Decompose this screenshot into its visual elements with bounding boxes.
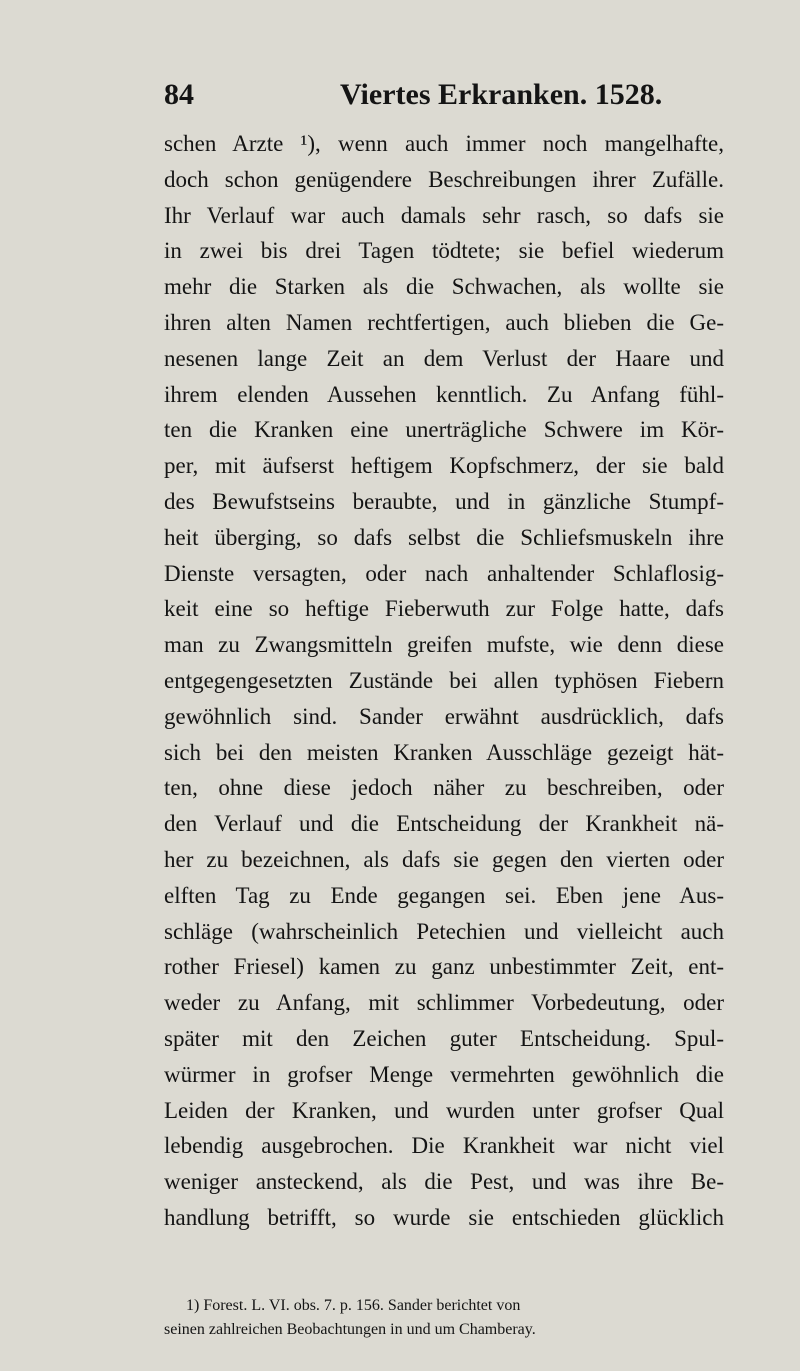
body-text (164, 126, 724, 1236)
text-line: weniger ansteckend, als die Pest, und was ihre Be- (164, 1169, 724, 1195)
text-line: des Bewufstseins beraubte, und in gänzliche Stumpf- (164, 488, 724, 514)
text-line: per, mit äufserst heftigem Kopfschmerz, der sie bald (164, 453, 724, 479)
text-line: schen Arzte ¹), wenn auch immer noch mangelhafte, (164, 131, 724, 156)
text-line: man zu Zwangsmitteln greifen mufste, wie denn diese (164, 632, 724, 658)
page-number: 84 (164, 78, 194, 111)
text-line: würmer in grofser Menge vermehrten gewöhnlich die (164, 1061, 724, 1087)
text-line: rother Friesel) kamen zu ganz unbestimmter Zeit, ent- (164, 954, 724, 980)
text-line: mehr die Starken als die Schwachen, als wollte sie (164, 274, 724, 300)
text-line: entgegengesetzten Zustände bei allen typhösen Fiebern (164, 667, 724, 693)
text-line: elften Tag zu Ende gegangen sei. Eben jene Aus- (164, 882, 724, 908)
text-line: gewöhnlich sind. Sander erwähnt ausdrücklich, dafs (164, 703, 724, 729)
text-line: Leiden der Kranken, und wurden unter grofser Qual (164, 1097, 724, 1123)
footnote-line: seinen zahlreichen Beobachtungen in und um Chamberay. (164, 1321, 536, 1338)
page-header (164, 78, 720, 118)
text-line: den Verlauf und die Entscheidung der Krankheit nä- (164, 811, 724, 837)
text-line: ten die Kranken eine unerträgliche Schwere im Kör- (164, 417, 724, 443)
footnote-line: 1) Forest. L. VI. obs. 7. p. 156. Sander berichtet von (186, 1297, 521, 1314)
text-line: ihrem elenden Aussehen kenntlich. Zu Anfang fühl- (164, 381, 724, 407)
text-line: Dienste versagten, oder nach anhaltender Schlaflosig- (164, 560, 724, 586)
text-line: Ihr Verlauf war auch damals sehr rasch, so dafs sie (164, 202, 724, 228)
text-line: in zwei bis drei Tagen tödtete; sie befiel wiederum (164, 238, 724, 264)
text-line: sich bei den meisten Kranken Ausschläge gezeigt hät- (164, 739, 724, 765)
footnotes (164, 1294, 724, 1342)
text-line: heit überging, so dafs selbst die Schliefsmuskeln ihre (164, 524, 724, 550)
text-line: später mit den Zeichen guter Entscheidung. Spul- (164, 1025, 724, 1051)
text-line: nesenen lange Zeit an dem Verlust der Haare und (164, 345, 724, 371)
text-line: doch schon genügendere Beschreibungen ihrer Zufälle. (164, 166, 724, 192)
text-line: ihren alten Namen rechtfertigen, auch blieben die Ge- (164, 309, 724, 335)
text-line: handlung betrifft, so wurde sie entschieden glücklich (164, 1204, 724, 1230)
text-line: her zu bezeichnen, als dafs sie gegen den vierten oder (164, 846, 724, 872)
text-line: weder zu Anfang, mit schlimmer Vorbedeutung, oder (164, 990, 724, 1016)
running-title: Viertes Erkranken. 1528. (340, 78, 663, 111)
text-line: keit eine so heftige Fieberwuth zur Folge hatte, dafs (164, 596, 724, 622)
text-line: ten, ohne diese jedoch näher zu beschreiben, oder (164, 775, 724, 801)
text-line: schläge (wahrscheinlich Petechien und vielleicht auch (164, 918, 724, 944)
text-line: lebendig ausgebrochen. Die Krankheit war nicht viel (164, 1133, 724, 1159)
